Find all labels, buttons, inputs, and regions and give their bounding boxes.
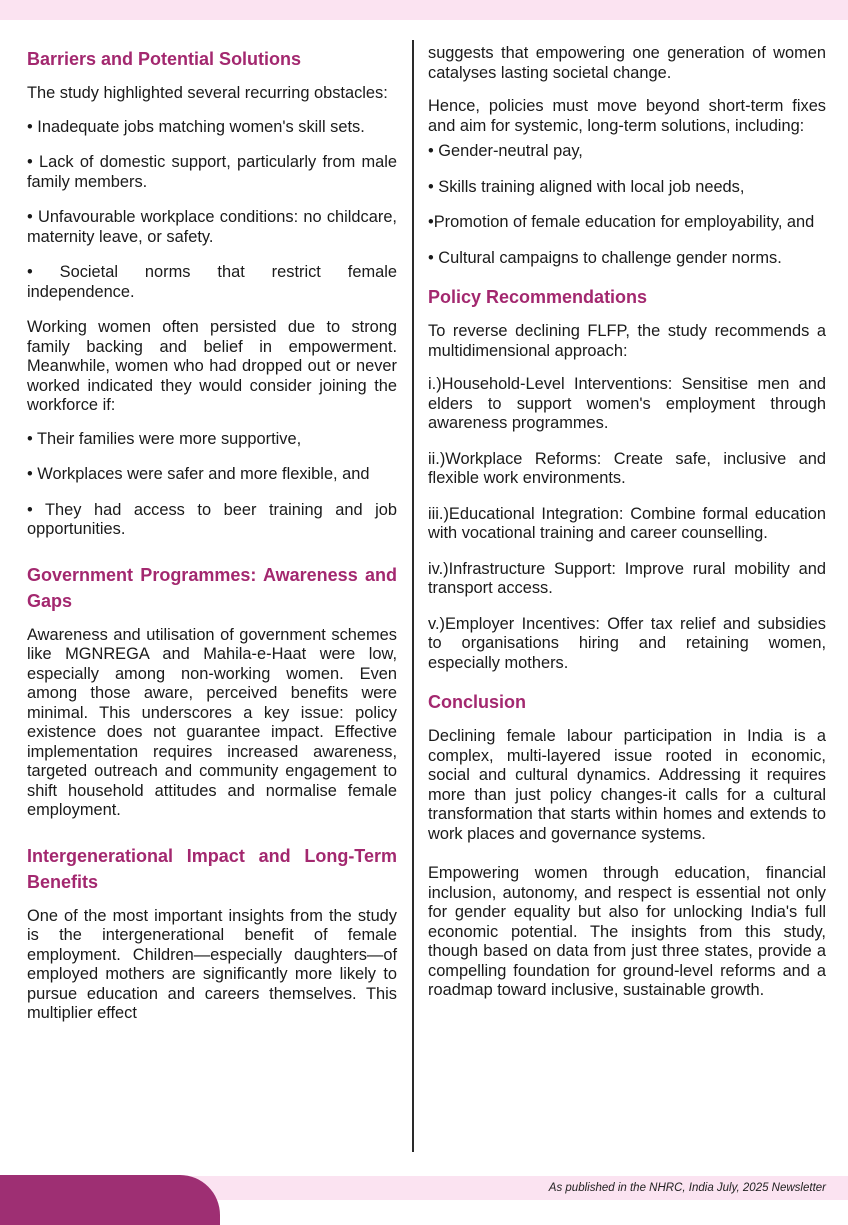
barriers-intro: The study highlighted several recurring obstacles: [27, 84, 388, 102]
policy-bullet: • Gender-neutral pay, [428, 142, 583, 160]
conclusion-paragraph-1: Declining female labour participation in India is a complex, multi-layered issue rooted in economic, social and cultural dynamics. Addressing it requires more than just policy changes-it calls for a cultural transformation that starts within homes and extends to work places and governance systems. [428, 727, 826, 843]
policies-intro: Hence, policies must move beyond short-term fixes and aim for systemic, long-term solutions, including: [428, 97, 826, 135]
conclusion-heading: Conclusion [428, 692, 526, 712]
recommendation-item: v.)Employer Incentives: Offer tax relief and subsidies to organisations hiring and retaining women, especially mothers. [428, 614, 826, 672]
barrier-item: • Lack of domestic support, particularly from male family members. [27, 153, 397, 191]
publication-note: As published in the NHRC, India July, 2025 Newsletter [548, 1182, 826, 1194]
barrier-item: • Unfavourable workplace conditions: no childcare, maternity leave, or safety. [27, 208, 397, 246]
working-women-paragraph: Working women often persisted due to strong family backing and belief in empowerment. Meanwhile, women who had dropped out or never worked indicated they would consider joining the workforce if: [27, 318, 397, 414]
recommendation-item: ii.)Workplace Reforms: Create safe, inclusive and flexible work environments. [428, 449, 826, 487]
recommendation-item: i.)Household-Level Interventions: Sensitise men and elders to support women's employment through awareness programmes. [428, 375, 826, 432]
condition-item: • Workplaces were safer and more flexible, and [27, 465, 370, 483]
policy-recommendations-heading: Policy Recommendations [428, 287, 648, 307]
government-paragraph: Awareness and utilisation of government schemes like MGNREGA and Mahila-e-Haat were low, especially among non-working women. Even among those aware, perceived benefits were minimal. This underscores a key issue: policy existence does not guarantee impact. Effective implementation requires increased awareness, targeted outreach and community engagement to shift household attitudes and normalise female employment. [27, 625, 397, 819]
policy-intro: To reverse declining FLFP, the study recommends a multidimensional approach: [428, 322, 826, 360]
recommendation-item: iii.)Educational Integration: Combine formal education with vocational training and career counselling. [428, 504, 826, 542]
government-heading: Government Programmes: Awareness and Gaps [27, 564, 397, 611]
top-decorative-band [0, 0, 848, 20]
condition-item: • They had access to beer training and job opportunities. [27, 500, 397, 538]
barrier-item: • Societal norms that restrict female independence. [27, 263, 397, 301]
policy-bullet: • Cultural campaigns to challenge gender norms. [428, 248, 782, 267]
intergenerational-heading: Intergenerational Impact and Long-Term Benefits [27, 845, 397, 892]
intergenerational-continued: suggests that empowering one generation of women catalyses lasting societal change. [428, 44, 826, 82]
left-column [27, 46, 397, 1038]
barrier-item: • Inadequate jobs matching women's skill sets. [27, 117, 365, 136]
policy-bullet: •Promotion of female education for employability, and [428, 213, 815, 231]
condition-item: • Their families were more supportive, [27, 429, 302, 448]
policy-bullet: • Skills training aligned with local job needs, [428, 177, 745, 196]
conclusion-paragraph-2: Empowering women through education, financial inclusion, autonomy, and respect is essential not only for gender equality but also for unlocking India's full economic potential. The insights from this study, though based on data from just three states, provide a compelling foundation for ground-level reforms and a roadmap toward inclusive, sustainable growth. [428, 864, 826, 999]
intergenerational-paragraph: One of the most important insights from the study is the intergenerational benefit of female employment. Children—especially daughters—of employed mothers are significantly more likely to pursue education and careers themselves. This multiplier effect [27, 906, 397, 1022]
column-divider [412, 40, 414, 1152]
bottom-left-tab-decoration [0, 1175, 220, 1225]
recommendation-item: iv.)Infrastructure Support: Improve rural mobility and transport access. [428, 559, 826, 597]
right-column [428, 44, 826, 1015]
barriers-heading: Barriers and Potential Solutions [27, 49, 302, 69]
